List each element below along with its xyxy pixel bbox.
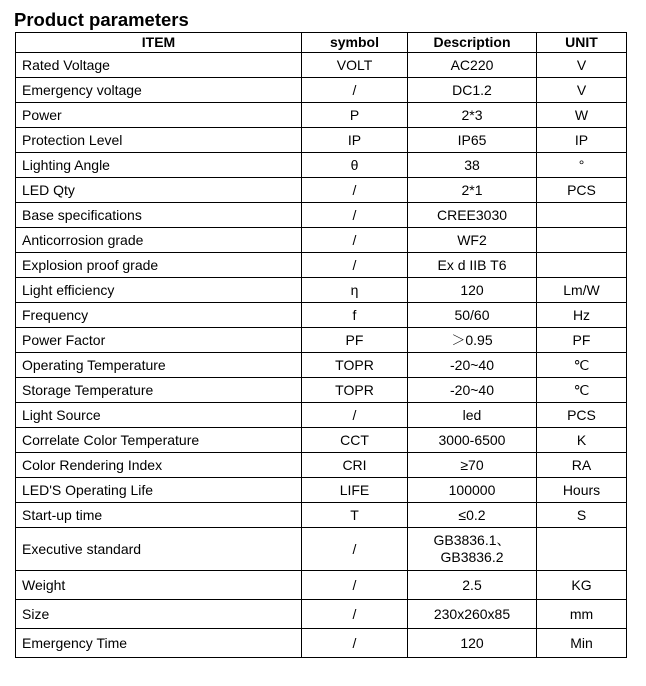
row-item: Size	[16, 600, 302, 629]
row-symbol: P	[302, 103, 408, 128]
row-item: Light Source	[16, 403, 302, 428]
table-row	[16, 178, 627, 203]
row-description: CREE3030	[408, 203, 537, 228]
row-unit	[537, 528, 627, 571]
row-unit: Lm/W	[537, 278, 627, 303]
row-unit: S	[537, 503, 627, 528]
row-symbol: IP	[302, 128, 408, 153]
row-description: 3000-6500	[408, 428, 537, 453]
row-item: Start-up time	[16, 503, 302, 528]
row-unit: PCS	[537, 403, 627, 428]
table-row	[16, 428, 627, 453]
row-symbol: PF	[302, 328, 408, 353]
table-row	[16, 629, 627, 658]
table-row	[16, 571, 627, 600]
row-symbol: TOPR	[302, 378, 408, 403]
row-description: 50/60	[408, 303, 537, 328]
row-description: 230x260x85	[408, 600, 537, 629]
row-item: Power Factor	[16, 328, 302, 353]
row-item: Emergency voltage	[16, 78, 302, 103]
page-title: Product parameters	[14, 9, 189, 30]
row-symbol: f	[302, 303, 408, 328]
row-description: 120	[408, 629, 537, 658]
row-symbol: /	[302, 629, 408, 658]
row-unit: RA	[537, 453, 627, 478]
table-row	[16, 503, 627, 528]
row-description: 120	[408, 278, 537, 303]
row-item: Protection Level	[16, 128, 302, 153]
table-row	[16, 53, 627, 78]
row-item: Storage Temperature	[16, 378, 302, 403]
row-unit	[537, 253, 627, 278]
row-description: -20~40	[408, 378, 537, 403]
table-row	[16, 600, 627, 629]
row-description: 100000	[408, 478, 537, 503]
row-description: led	[408, 403, 537, 428]
table-row	[16, 228, 627, 253]
row-description: ≥70	[408, 453, 537, 478]
row-description-line: GB3836.2	[440, 549, 504, 565]
table-row	[16, 378, 627, 403]
row-description: ≤0.2	[408, 503, 537, 528]
table-row	[16, 78, 627, 103]
row-item: Base specifications	[16, 203, 302, 228]
row-description: 2*1	[408, 178, 537, 203]
row-unit	[537, 203, 627, 228]
row-symbol: CRI	[302, 453, 408, 478]
row-item: Anticorrosion grade	[16, 228, 302, 253]
row-unit	[537, 228, 627, 253]
row-item: Lighting Angle	[16, 153, 302, 178]
row-item: Rated Voltage	[16, 53, 302, 78]
row-unit: ℃	[537, 378, 627, 403]
row-symbol: LIFE	[302, 478, 408, 503]
row-symbol: /	[302, 228, 408, 253]
row-symbol: /	[302, 403, 408, 428]
row-unit: °	[537, 153, 627, 178]
table-row	[16, 303, 627, 328]
header-symbol: symbol	[302, 33, 408, 53]
row-item: Executive standard	[16, 528, 302, 571]
row-description	[408, 528, 537, 571]
row-symbol: /	[302, 78, 408, 103]
table-row	[16, 353, 627, 378]
row-description: AC220	[408, 53, 537, 78]
product-parameters-table	[15, 32, 627, 658]
header-unit: UNIT	[537, 33, 627, 53]
row-description: WF2	[408, 228, 537, 253]
row-item: Weight	[16, 571, 302, 600]
row-symbol: /	[302, 528, 408, 571]
row-symbol: CCT	[302, 428, 408, 453]
row-description: ＞0.95	[408, 328, 537, 353]
row-item: Light efficiency	[16, 278, 302, 303]
table-row	[16, 253, 627, 278]
table-header-row	[16, 33, 627, 53]
row-unit: V	[537, 53, 627, 78]
header-item: ITEM	[16, 33, 302, 53]
row-symbol: /	[302, 203, 408, 228]
row-symbol: TOPR	[302, 353, 408, 378]
header-description: Description	[408, 33, 537, 53]
row-symbol: VOLT	[302, 53, 408, 78]
row-description: 2*3	[408, 103, 537, 128]
row-unit: Min	[537, 629, 627, 658]
row-description: Ex d IIB T6	[408, 253, 537, 278]
row-symbol: /	[302, 571, 408, 600]
table-row	[16, 403, 627, 428]
row-description: 38	[408, 153, 537, 178]
row-description: IP65	[408, 128, 537, 153]
table-row	[16, 528, 627, 571]
row-unit: KG	[537, 571, 627, 600]
row-description: 2.5	[408, 571, 537, 600]
row-symbol: /	[302, 253, 408, 278]
row-unit: V	[537, 78, 627, 103]
row-description-line: GB3836.1、	[433, 532, 511, 548]
row-unit: ℃	[537, 353, 627, 378]
row-item: Operating Temperature	[16, 353, 302, 378]
row-unit: PF	[537, 328, 627, 353]
row-symbol: /	[302, 178, 408, 203]
table-row	[16, 103, 627, 128]
row-item: Explosion proof grade	[16, 253, 302, 278]
table-row	[16, 453, 627, 478]
row-item: Correlate Color Temperature	[16, 428, 302, 453]
row-item: LED'S Operating Life	[16, 478, 302, 503]
table-row	[16, 278, 627, 303]
row-item: Frequency	[16, 303, 302, 328]
row-unit: PCS	[537, 178, 627, 203]
row-unit: K	[537, 428, 627, 453]
table-row	[16, 328, 627, 353]
row-item: Emergency Time	[16, 629, 302, 658]
row-description: -20~40	[408, 353, 537, 378]
row-symbol: η	[302, 278, 408, 303]
table-row	[16, 128, 627, 153]
row-unit: IP	[537, 128, 627, 153]
row-description: DC1.2	[408, 78, 537, 103]
table-row	[16, 153, 627, 178]
table-row	[16, 203, 627, 228]
row-symbol: T	[302, 503, 408, 528]
row-item: Power	[16, 103, 302, 128]
row-unit: W	[537, 103, 627, 128]
row-item: LED Qty	[16, 178, 302, 203]
row-symbol: /	[302, 600, 408, 629]
row-unit: Hours	[537, 478, 627, 503]
row-unit: Hz	[537, 303, 627, 328]
table-row	[16, 478, 627, 503]
row-unit: mm	[537, 600, 627, 629]
row-item: Color Rendering Index	[16, 453, 302, 478]
row-symbol: θ	[302, 153, 408, 178]
